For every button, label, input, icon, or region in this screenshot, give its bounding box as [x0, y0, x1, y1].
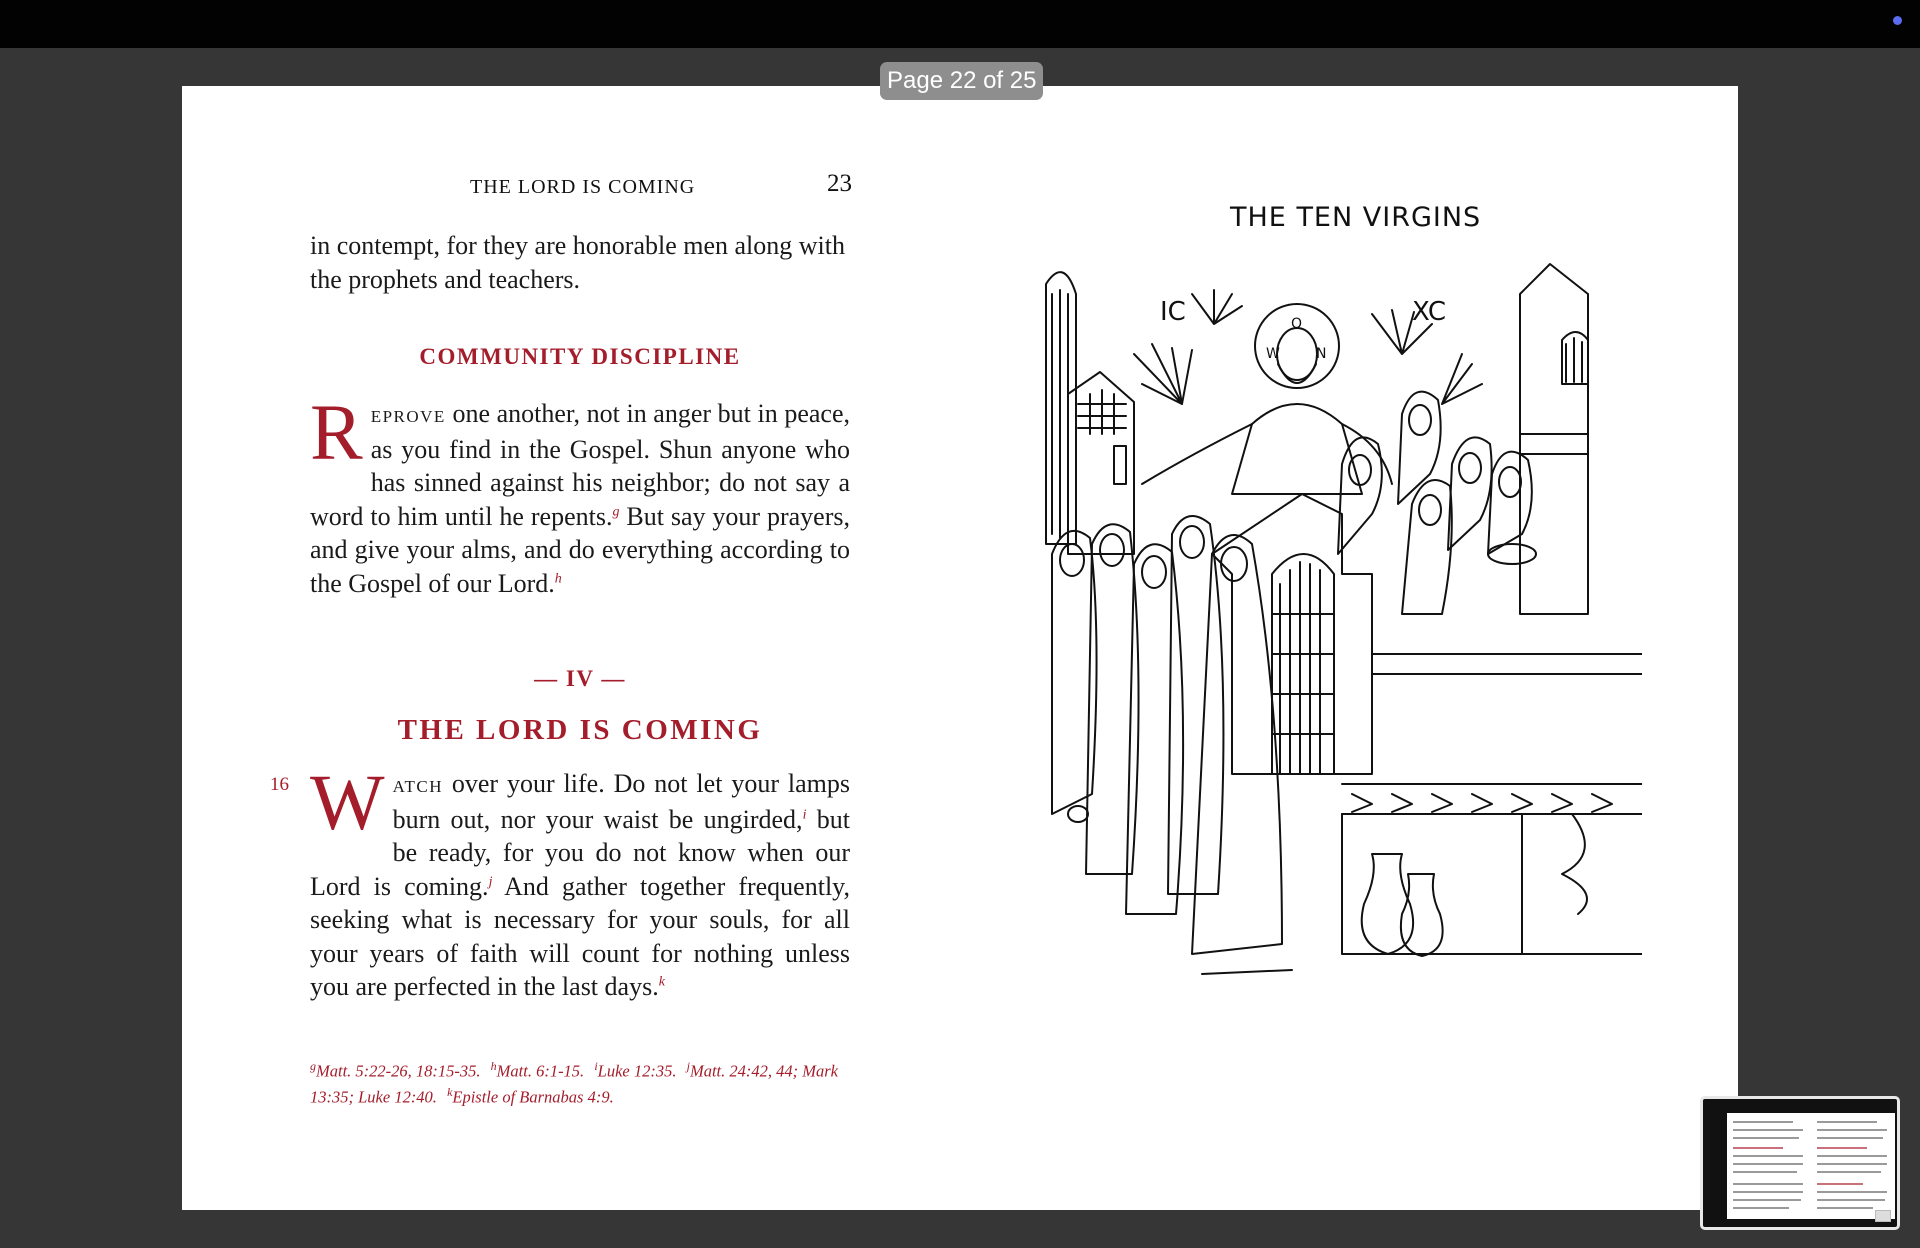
thumbnail-right-page[interactable] — [1811, 1113, 1895, 1219]
frieze — [1342, 654, 1642, 814]
running-head: THE LORD IS COMING — [470, 176, 696, 198]
page-indicator: Page 22 of 25 — [880, 62, 1043, 100]
page-thumbnail-navigator[interactable] — [1700, 1096, 1900, 1230]
paragraph-watch — [310, 760, 850, 1004]
footnote-ref-j[interactable]: j — [488, 873, 493, 889]
small-caps-lead: atch — [392, 772, 443, 798]
footnote-ref-g[interactable]: g — [612, 503, 620, 519]
status-dot-icon — [1893, 16, 1902, 25]
page-spread — [182, 86, 1738, 1210]
drop-cap: W — [310, 760, 385, 847]
window-title-bar — [0, 0, 1920, 48]
section-heading-community-discipline: COMMUNITY DISCIPLINE — [419, 344, 741, 369]
footnote-ref-h[interactable]: h — [554, 570, 562, 586]
christ-robe — [1232, 404, 1362, 494]
icon-label-xc: XC — [1412, 297, 1447, 327]
foolish-virgins — [1052, 516, 1292, 974]
verse-number: 16 — [270, 774, 289, 795]
small-caps-lead: eprove — [370, 402, 446, 428]
page-number: 23 — [827, 170, 852, 197]
icon-label-ic: IC — [1160, 297, 1186, 327]
footnote-text: Luke 12:35. — [597, 1061, 677, 1081]
footnote-ref-i[interactable]: i — [802, 806, 807, 822]
drop-cap: R — [310, 390, 363, 477]
footnote-mark: j — [686, 1059, 690, 1073]
halo-letter: O — [1291, 316, 1303, 332]
paragraph-reprove — [310, 390, 850, 600]
footnotes — [310, 1056, 870, 1107]
footnote-ref-k[interactable]: k — [658, 974, 665, 990]
resize-handle-icon[interactable] — [1875, 1210, 1891, 1222]
paragraph-text: one another, not in anger but in peace, as you find in the Gospel. Shun anyone who has sinned against his neighbor; do not say a word to him until he repents. — [310, 399, 850, 531]
paragraph-text: over your life. Do not let your lamps burn out, nor your waist be ungirded, — [392, 769, 850, 834]
closed-door — [1272, 554, 1334, 774]
right-page — [962, 86, 1738, 1210]
wise-virgins — [1338, 392, 1536, 614]
footnote-mark: h — [490, 1059, 497, 1073]
thumbnail-left-page[interactable] — [1727, 1113, 1811, 1219]
paragraph-text: but be ready, for you do not know when our Lord is coming. — [310, 804, 850, 901]
chapter-title: THE LORD IS COMING — [397, 714, 763, 746]
palm-frond-left — [1134, 344, 1192, 404]
illustration-title: THE TEN VIRGINS — [1230, 202, 1482, 233]
footnote-mark: g — [310, 1059, 316, 1073]
paragraph-text: But say your prayers, and give your alms, and do everything according to the Gospel of our Lord. — [310, 501, 850, 598]
footnote-text: Epistle of Barnabas 4:9. — [452, 1087, 614, 1106]
halo-letter: N — [1316, 346, 1327, 362]
paragraph-text: And gather together frequently, seeking what is necessary for your souls, for all your years of faith will count for nothing unless you are perfected in the last days. — [310, 871, 850, 1001]
footnote-text: Matt. 6:1-15. — [496, 1061, 585, 1081]
footnote-mark: i — [594, 1059, 598, 1073]
continuation-paragraph: in contempt, for they are honorable men along with the prophets and teachers. — [310, 231, 846, 294]
chapter-numeral: — IV — — [534, 666, 626, 691]
footnote-text: Matt. 5:22-26, 18:15-35. — [316, 1061, 481, 1081]
footnote-mark: k — [447, 1084, 453, 1099]
flame-ornament — [1562, 814, 1587, 914]
halo-letter: W — [1266, 346, 1280, 362]
ten-virgins-illustration — [1042, 254, 1642, 1134]
footnote-text: Matt. 24:42, 44; Mark 13:35; Luke 12:40. — [310, 1061, 838, 1106]
left-page — [182, 86, 962, 1210]
